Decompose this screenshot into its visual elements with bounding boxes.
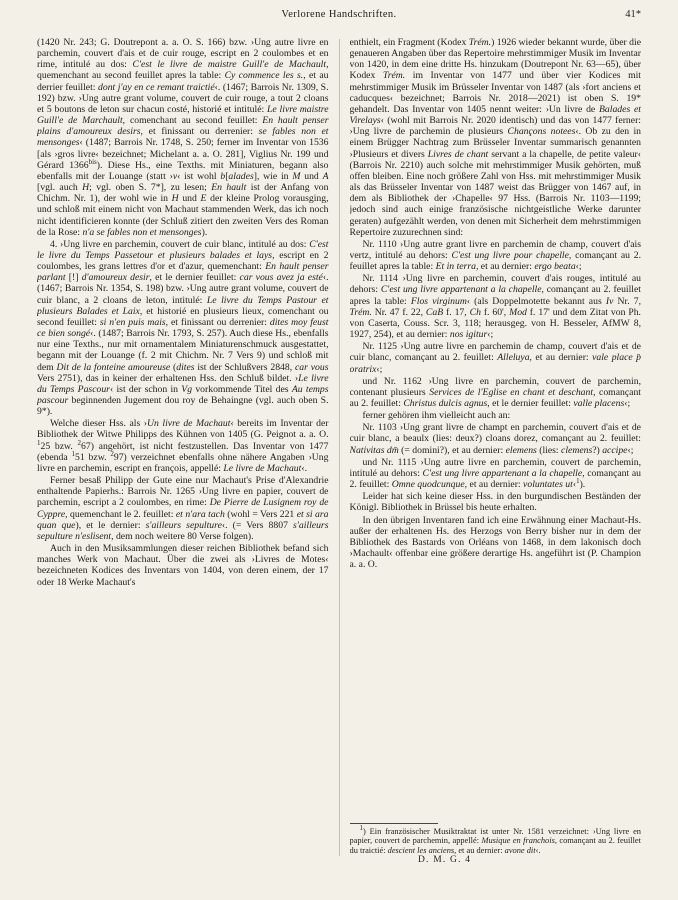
page-number: 41* bbox=[625, 9, 641, 20]
paragraph: enthielt, ein Fragment (Kodex Trém.) 1926 wieder bekannt wurde, über die genaueren Angaben über das Repertoire mehrstimmiger Musik im Inventar von 1420, in dem eine dritte Hs. hinzukam (Doutrepont Nr. 63—65), über Kodex Trém. im Inventar von 1477 und über vier Kodices mit mehrstimmiger Musik im Brüsseler Inventar von 1487 (als ›fort anciens et caducques‹ bezeichnet; Barrois Nr. 2018—2021) ist oben S. 19* gehandelt. Das Inventar von 1405 nennt weiter: ›Un livre de Balades et Virelays‹ (wohl mit Barrois Nr. 2020 identisch) und das von 1477 ferner: ›Ung livre de parchemin de plusieurs Chançons notees‹. Ob zu den in einem Brügger Nachtrag zum Brüsseler Inventar summarisch genannten ›Plusieurs et divers Livres de chant servant a la chapelle, de petite valeur‹ (Barrois Nr. 2210) auch solche mit mehrstimmiger Musik gehörten, muß offen bleiben. Eine noch größere Zahl von Hss. mit mehrstimmiger Musik als das Brüsseler Inventar von 1487 weist das Brügger von 1467 auf, in dem als Bibliothek der ›Chapelle‹ 97 Hss. (Barrois Nr. 1103—1199; jedoch sind auch einige französische nichtgeistliche Werke darunter geraten) aufgezählt werden, von denen mit Sicherheit dem mehrstimmigen Repertoire zuzurechnen sind: bbox=[349, 37, 641, 238]
footnote: $^1$) Ein französischer Musiktraktat ist unter Nr. 1581 verzeichnet: ›Ung livre en papier, couvert de parchemin, appellé: Musique en franchois, comançant au 2. feuillet du traictié: descient les anciens, et au dernier: avone dit‹. bbox=[349, 823, 641, 856]
right-column bbox=[350, 37, 642, 856]
paragraph: In den übrigen Inventaren fand ich eine Erwähnung einer Machaut-Hs. außer der erhaltenen Hs. des Herzogs von Berry bisher nur in dem der Bibliothek des Bastards von Orléans von 1468, in dem lakonisch doch ›Machault‹ offenbar eine größere derartige Hs. angeführt ist (P. Champion a. a. O. bbox=[349, 514, 641, 571]
paragraph: Nr. 1110 ›Ung autre grant livre en parchemin de champ, couvert d'ais vertz, intitulé au dehors: C'est ung livre pour chapelle, comançant au 2. feuillet apres la table: Et in terra, et au dernier: ergo beata‹; bbox=[349, 238, 641, 273]
right-column-text bbox=[350, 37, 642, 570]
paragraph: Auch in den Musiksammlungen dieser reichen Bibliothek befand sich manches Werk von Machaut. Über die zwei als ›Livres de Motes‹ bezeichneten Kodices des Inventars von 1404, von deren einem, der 17 oder 18 Werke Machaut's bbox=[37, 543, 329, 588]
paragraph: Nr. 1125 ›Ung autre livre en parchemin de champ, couvert d'ais et de cuir blanc, comançant au 2. feuillet: Alleluya, et au dernier: vale place p̄ oratrix‹; bbox=[349, 341, 641, 375]
paragraph: Leider hat sich keine dieser Hss. in den burgundischen Beständen der Königl. Bibliothek in Brüssel bis heute erhalten. bbox=[349, 491, 641, 514]
text-columns bbox=[37, 37, 641, 856]
paragraph: und Nr. 1115 ›Ung autre livre en parchemin, couvert de parchemin, intitulé au dehors: C'est ung livre appartenant a la chapelle, comançant au 2. feuillet: Omne quodcunque, et au dernier: voluntates ut‹$^1$). bbox=[349, 456, 641, 491]
paragraph: Ferner besaß Philipp der Gute eine nur Machaut's Prise d'Alexandrie enthaltende Papierhs.: Barrois Nr. 1265 ›Ung livre en papier, couvert de parchemin, escript a 2 coulombes, en rime: De Pierre de Lusignem roy de Cyppre, quemenchant le 2. feuillet: et n'ara tach (wohl = Vers 221 et si ara quan que), et le dernier: s'ailleurs sepulture‹. (= Vers 8807 s'ailleurs sepulture n'eslisent, dem noch weitere 80 Verse folgen). bbox=[37, 475, 329, 542]
running-head-title: Verlorene Handschriften. bbox=[281, 9, 397, 20]
paragraph: 4. ›Ung livre en parchemin, couvert de cuir blanc, intitulé au dos: C'est le livre du Temps Passetour et plusieurs balades et lays, escript en 2 coulombes, les grans lettres d'or et d'azur, quemenchant: En hault penser parlant [!] d'amoureux desir, et le dernier feuillet: car vous avez ja esté‹. (1467; Barrois Nr. 1354, S. 198) bzw. ›Ung autre grant volume, couvert de cuir blanc, a 2 cloans de leton, intitulé: Le livre du Temps Pastour et plusieurs Balades et Laix, et historié en plusieurs lieux, comenchant ou second feuillet: si n'en puis mais, et finissant ou derrenier: dites moy feust ce bien songé‹. (1487; Barrois Nr. 1793, S. 257). Auch diese Hs., ebenfalls nur eine Texths., nur mit ornamentalem Miniaturenschmuck ausgestattet, begann mit der Louange (f. 2 mit Chichm. Nr. 7 Vers 9) und schloß mit dem Dit de la fonteine amoureuse (dites ist der Schlußvers 2848, car vous Vers 2751), das in keiner der erhaltenen Hss. den Schluß bildet. ›Le livre du Temps Pascour‹ ist der schon in Vg vorkommende Titel des Au temps pascour beginnenden Jugement dou roy de Behaingne (vgl. auch oben S. 9*). bbox=[37, 238, 329, 418]
paragraph: und Nr. 1162 ›Ung livre en parchemin, couvert de parchemin, contenant plusieurs Services de l'Eglise en chant et deschant, comançant au 2. feuillet: Christus dulcis agnus, et le dernier feuillet: valle placens‹; bbox=[349, 375, 641, 409]
left-column bbox=[37, 37, 329, 856]
footnote-block bbox=[350, 821, 642, 856]
running-head bbox=[37, 9, 641, 24]
column-divider bbox=[339, 39, 340, 856]
signature-mark: D. M. G. 4 bbox=[418, 855, 472, 865]
paragraph: Nr. 1103 ›Ung grant livre de champt en parchemin, couvert d'ais et de cuir blanc, a beaulx (lies: deux?) cloans dorez, comançant au 2. feuillet: Nativitas dm̄ (= domini?), et au dernier: elemens (lies: clemens?) accipe‹; bbox=[349, 422, 641, 456]
paragraph: Nr. 1114 ›Ung livre en parchemin, couvert d'ais rouges, intitulé au dehors: C'est ung livre appartenant a la chapelle, comançant au 2. feuillet apres la table: Flos virginum‹ (als Doppelmotette bekannt aus Iv Nr. 7, Trém. Nr. 47 f. 22, CaB f. 17, Ch f. 60', Mod f. 17' und dem Zitat von Ph. von Caserta, Couss. Scr. 3, 118; herausgeg. von H. Besseler, AfMW 8, 1927, 254), et au dernier: nos igitur‹; bbox=[349, 273, 641, 341]
paragraph: (1420 Nr. 243; G. Doutrepont a. a. O. S. 166) bzw. ›Ung autre livre en parchemin, couvert d'ais et de cuir rouge, escript en 2 coulombes et en rime, intitulé au dos: C'est le livre de maistre Guill'e de Machault, quemenchant au second feuillet apres la table: Cy commence les s., et au derrier feuillet: dont j'ay en ce remant traictié‹. (1467; Barrois Nr. 1309, S. 192) bzw. ›Ung autre grant volume, couvert de cuir rouge, a tout 2 cloans et 5 boutons de leton sur chacun costé, historié et intitulé: Le livre maistre Guill'e de Marchault, comenchant au second feuillet: En hault penser plains d'amoureux desirs, et finissant ou derrenier: se fables non et mensonges‹ (1487; Barrois Nr. 1748, S. 250; ferner im Inventar von 1536 [als ›gros livre‹ bezeichnet; Michelant a. a. O. 281], Viglius Nr. 199 und Gérard $1366^{bis}$). Diese Hs., eine Texths. mit Miniaturen, begann also ebenfalls mit der Louange (statt ›v‹ ist wohl b[alades], wie in M und A [vgl. auch H; vgl. oben S. 7*], zu lesen; En hault ist der Anfang von Chichm. Nr. 1), der wohl wie in H und E der kleine Prolog vorausging, und schloß mit einem nicht von Machaut stammenden Werk, das ich noch nicht identificieren konnte (der Schluß zitiert den zweiten Vers des Roman de la Rose: n'a se fables non et mensonges). bbox=[37, 37, 329, 238]
paragraph: Welche dieser Hss. als ›Un livre de Machaut‹ bereits im Inventar der Bibliothek der Witwe Philipps des Kühnen von 1405 (G. Peignot a. a. O. $^1$25 bzw. $^2$67) angehört, ist nicht festzustellen. Das Inventar von 1477 (ebenda $^1$51 bzw. $^2$97) verzeichnet ebenfalls ohne nähere Angaben ›Ung livre en parchemin, escript en françois, appellé: Le livre de Machaut‹. bbox=[37, 418, 329, 474]
paragraph: ferner gehören ihm vielleicht auch an: bbox=[362, 410, 511, 422]
